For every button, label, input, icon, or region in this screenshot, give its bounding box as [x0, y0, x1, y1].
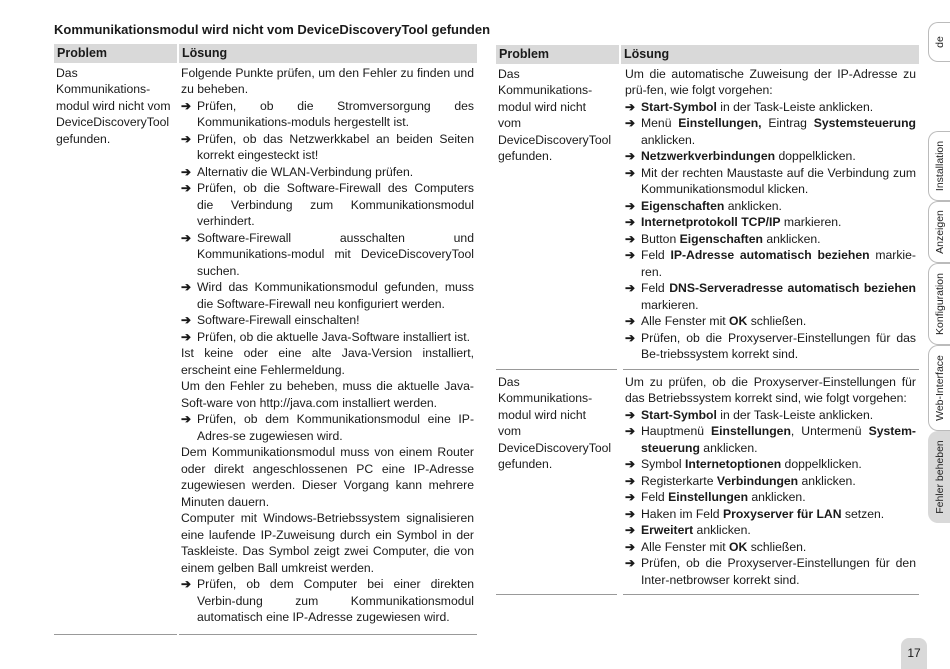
- step-text: Feld: [641, 248, 671, 262]
- step-item: [625, 539, 916, 556]
- tab-label: Konfiguration: [933, 273, 946, 335]
- step-item: [625, 555, 916, 588]
- step-text: anklicken.: [693, 523, 751, 537]
- step-emphasis: Systemsteuerung: [813, 116, 917, 130]
- step-text: markie-ren.: [641, 248, 916, 279]
- step-text: Prüfen, ob die Proxyserver-Einstellungen für das Be-triebssystem korrekt sind.: [641, 330, 916, 361]
- step-item: [625, 247, 916, 280]
- step-text: schließen.: [747, 314, 807, 328]
- header-problem: Problem: [496, 45, 620, 64]
- step-text: in der Task-Leiste anklicken.: [716, 99, 874, 114]
- step-text: Feld: [641, 490, 669, 504]
- step-text: anklicken.: [798, 473, 856, 488]
- step-emphasis: Eigenschaften: [641, 198, 725, 213]
- step-text: setzen.: [841, 506, 885, 521]
- step-item: [625, 423, 916, 456]
- step-item: [625, 148, 916, 165]
- step-text: Eintrag: [761, 116, 814, 130]
- step-emphasis: Proxyserver für LAN: [722, 506, 842, 521]
- header-solution: Lösung: [178, 44, 477, 63]
- step-emphasis: OK: [729, 539, 748, 554]
- step-item: [625, 280, 916, 313]
- step-item: [625, 506, 916, 523]
- step-text: Alle Fenster mit: [641, 314, 730, 328]
- step-item: ➔ Prüfen, ob die Stromversorgung des Kommunikations-moduls hergestellt ist.: [181, 98, 474, 131]
- step-item: ➔ Prüfen, ob die aktuelle Java-Software installiert ist.: [181, 329, 474, 346]
- step-item: ➔ Software-Firewall einschalten!: [181, 312, 474, 329]
- step-text: schließen.: [747, 539, 807, 554]
- step-item: ➔ Alternativ die WLAN-Verbindung prüfen.: [181, 164, 474, 181]
- problem-cell: Das Kommunikations-modul wird nicht vom DeviceDiscoveryTool gefunden.: [496, 369, 620, 595]
- table-row: [54, 63, 477, 635]
- step-item: [625, 473, 916, 490]
- step-emphasis: Netzwerkverbindungen: [641, 149, 776, 163]
- step-item: ➔ Prüfen, ob dem Computer bei einer direkten Verbin-dung zum Kommunikationsmodul automatisch eine IP-Adresse zugewiesen wird.: [181, 576, 474, 626]
- step-text: Prüfen, ob die Proxyserver-Einstellungen für den Inter-netbrowser korrekt sind.: [641, 556, 916, 587]
- step-emphasis: DNS-Serveradresse automatisch beziehen: [669, 281, 916, 295]
- step-text: Feld: [641, 281, 670, 295]
- tab-label: de: [933, 36, 946, 48]
- step-emphasis: Internetprotokoll TCP/IP: [641, 215, 781, 229]
- table-row: [496, 369, 919, 595]
- header-problem: Problem: [54, 44, 178, 63]
- solution-cell: [178, 63, 477, 635]
- tab-fehler-beheben[interactable]: [928, 431, 950, 523]
- step-text: Alle Fenster mit: [641, 539, 730, 554]
- tab-label: Fehler beheben: [933, 440, 946, 514]
- step-item: [625, 165, 916, 198]
- table-row: [496, 64, 919, 370]
- step-item: ➔ Prüfen, ob die Software-Firewall des Computers die Verbindung zum Kommunikationsmodul verhindert.: [181, 180, 474, 230]
- header-solution: Lösung: [620, 45, 919, 64]
- step-item: [625, 198, 916, 215]
- step-item: ➔ Prüfen, ob dem Kommunikationsmodul eine IP-Adres-se zugewiesen wird.: [181, 411, 474, 444]
- step-item: [625, 407, 916, 424]
- problem-cell: Das Kommunikations-modul wird nicht vom DeviceDiscoveryTool gefunden.: [54, 63, 178, 635]
- tab-de[interactable]: [928, 22, 950, 62]
- step-emphasis: Verbindungen: [716, 473, 799, 488]
- step-text: anklicken.: [762, 231, 821, 246]
- step-text: in der Task-Leiste anklicken.: [716, 407, 874, 422]
- solution-intro: Um zu prüfen, ob die Proxyserver-Einstellungen für das Betriebssystem korrekt sind, wie folgt vorgehen:: [625, 374, 916, 405]
- step-emphasis: Einstellungen: [711, 424, 791, 438]
- step-text: , Untermenü: [790, 424, 869, 438]
- step-emphasis: Start-Symbol: [641, 407, 717, 422]
- solution-cell: [620, 369, 919, 595]
- step-text: Haken im Feld: [641, 506, 723, 521]
- tab-anzeigen[interactable]: [928, 201, 950, 263]
- chapter-tabs: [928, 0, 950, 669]
- step-item: [625, 214, 916, 231]
- step-text: Registerkarte: [641, 473, 717, 488]
- step-emphasis: Start-Symbol: [641, 99, 717, 114]
- step-text: doppelklicken.: [781, 457, 862, 471]
- step-text: markieren.: [780, 215, 842, 229]
- tab-web-interface[interactable]: [928, 345, 950, 431]
- step-text: anklicken.: [724, 198, 782, 213]
- tab-label: Installation: [933, 140, 946, 192]
- step-item: [625, 456, 916, 473]
- step-emphasis: Internetoptionen: [685, 457, 782, 471]
- step-item: ➔ Software-Firewall ausschalten und Kommunikations-modul mit DeviceDiscoveryTool suchen.: [181, 230, 474, 280]
- step-emphasis: IP-Adresse automatisch beziehen: [670, 248, 870, 262]
- step-item: ➔ Prüfen, ob das Netzwerkkabel an beiden Seiten korrekt eingesteckt ist!: [181, 131, 474, 164]
- step-text: doppelklicken.: [775, 149, 856, 163]
- step-list: [625, 99, 916, 363]
- left-problem-table: [54, 44, 477, 635]
- problem-cell: Das Kommunikations-modul wird nicht vom DeviceDiscoveryTool gefunden.: [496, 64, 620, 370]
- tab-installation[interactable]: [928, 131, 950, 201]
- step-text: Symbol: [641, 457, 686, 471]
- tab-konfiguration[interactable]: [928, 263, 950, 345]
- paragraph-router: Dem Kommunikationsmodul muss von einem Router oder direkt angeschlossenen PC eine IP-Adresse zugewiesen werden. Dieser Vorgang kann mehrere Minuten dauern.: [181, 445, 474, 509]
- step-item: [625, 330, 916, 363]
- step-text: Menü: [641, 116, 679, 130]
- step-emphasis: Erweitert: [641, 523, 694, 537]
- step-item: [625, 115, 916, 148]
- step-emphasis: Einstellungen: [668, 490, 749, 504]
- step-emphasis: OK: [729, 314, 748, 328]
- step-emphasis: Einstellungen,: [678, 116, 762, 130]
- page-number: 17: [901, 638, 927, 669]
- page-heading: Kommunikationsmodul wird nicht vom DeviceDiscoveryTool gefunden: [54, 22, 491, 37]
- step-item: [625, 99, 916, 116]
- step-text: Button: [641, 231, 680, 246]
- step-item: [625, 522, 916, 539]
- paragraph-java-2: Um den Fehler zu beheben, muss die aktuelle Java-Soft-ware von http://java.com installiert werden.: [181, 379, 474, 410]
- right-problem-table: [496, 45, 919, 595]
- step-text: markieren.: [641, 297, 699, 312]
- step-text: anklicken.: [699, 440, 758, 455]
- step-emphasis: Eigenschaften: [679, 231, 763, 246]
- step-list: [625, 407, 916, 589]
- tab-label: Web-Interface: [933, 355, 946, 421]
- step-item: ➔ Wird das Kommunikationsmodul gefunden, muss die Software-Firewall neu konfiguriert werden.: [181, 279, 474, 312]
- solution-cell: [620, 64, 919, 370]
- step-item: [625, 231, 916, 248]
- paragraph-java-1: Ist keine oder eine alte Java-Version installiert, erscheint eine Fehlermeldung.: [181, 346, 474, 377]
- paragraph-windows: Computer mit Windows-Betriebssystem signalisieren eine laufende IP-Zuweisung durch ein Symbol in der Taskleiste. Das Symbol zeigt zwei Computer, die von einem gelben Ball umkreist werden.: [181, 511, 474, 575]
- step-emphasis: System-steuerung: [641, 424, 916, 455]
- step-item: [625, 313, 916, 330]
- tab-label: Anzeigen: [933, 210, 946, 254]
- solution-intro: Um die automatische Zuweisung der IP-Adresse zu prü-fen, wie folgt vorgehen:: [625, 66, 916, 97]
- step-text: Hauptmenü: [641, 424, 711, 438]
- step-item: [625, 489, 916, 506]
- solution-intro: Folgende Punkte prüfen, um den Fehler zu finden und zu beheben.: [181, 65, 474, 96]
- step-text: Mit der rechten Maustaste auf die Verbindung zum Kommunikationsmodul klicken.: [641, 165, 916, 196]
- step-text: anklicken.: [748, 490, 806, 504]
- step-text: anklicken.: [641, 132, 696, 147]
